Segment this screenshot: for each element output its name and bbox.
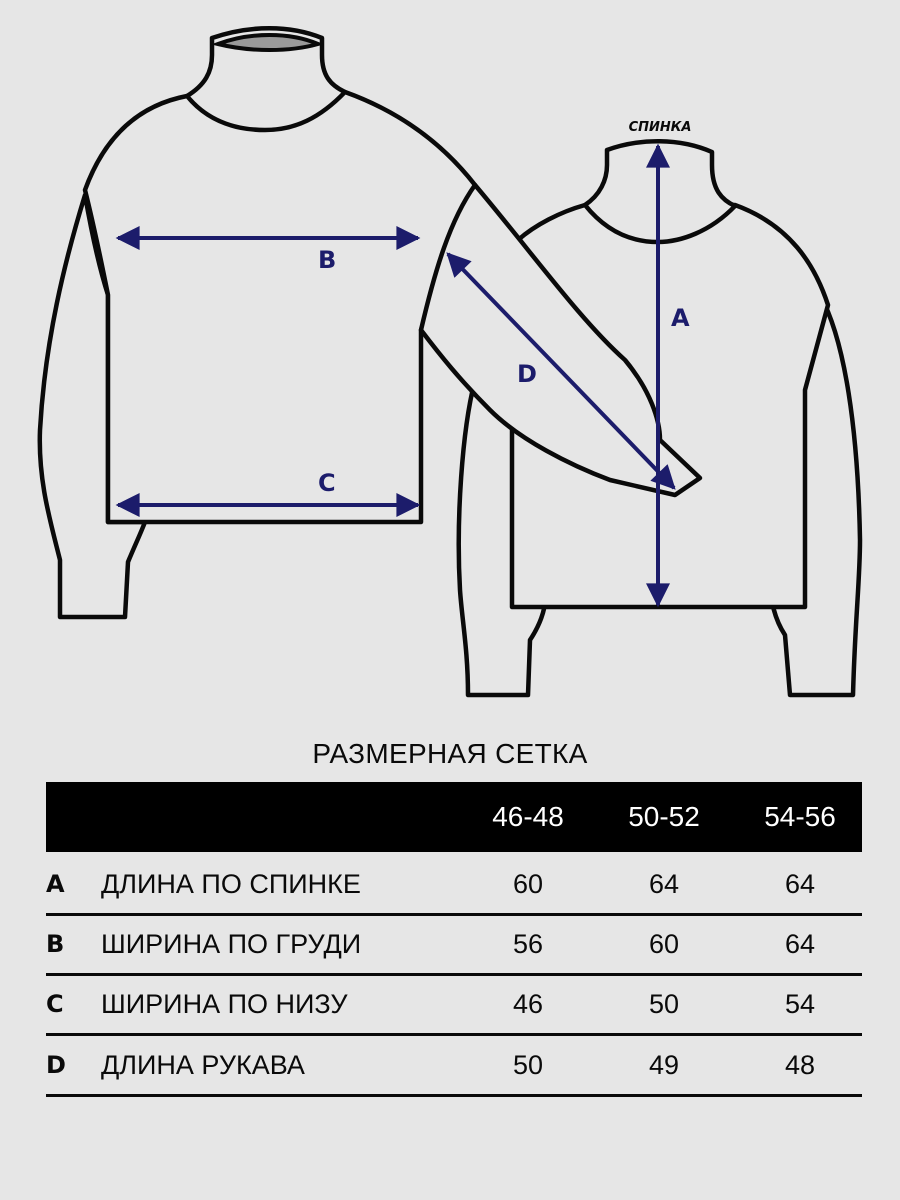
label-b: B bbox=[318, 246, 337, 274]
row-value: 60 bbox=[512, 869, 544, 899]
table-row-b bbox=[46, 915, 862, 976]
row-letter: D bbox=[46, 1051, 66, 1079]
row-value: 49 bbox=[648, 1050, 680, 1080]
row-label: ШИРИНА ПО НИЗУ bbox=[101, 989, 348, 1019]
row-label: ШИРИНА ПО ГРУДИ bbox=[101, 929, 362, 959]
row-value: 46 bbox=[512, 989, 544, 1019]
row-value: 64 bbox=[784, 869, 816, 899]
row-value: 60 bbox=[648, 929, 680, 959]
row-value: 50 bbox=[648, 989, 680, 1019]
row-value: 50 bbox=[512, 1050, 544, 1080]
label-c: C bbox=[318, 469, 336, 497]
back-view-label: СПИНКА bbox=[628, 120, 692, 135]
size-header-2: 50-52 bbox=[628, 801, 700, 832]
row-label: ДЛИНА РУКАВА bbox=[101, 1050, 305, 1080]
table-row-c bbox=[46, 975, 862, 1036]
size-table-header bbox=[46, 782, 862, 852]
row-letter: C bbox=[46, 990, 64, 1018]
table-row-d bbox=[46, 1036, 862, 1097]
row-label: ДЛИНА ПО СПИНКЕ bbox=[101, 869, 361, 899]
row-letter: A bbox=[46, 870, 65, 898]
size-header-1: 46-48 bbox=[492, 801, 564, 832]
row-value: 48 bbox=[784, 1050, 816, 1080]
row-value: 54 bbox=[784, 989, 816, 1019]
size-table-title: РАЗМЕРНАЯ СЕТКА bbox=[312, 738, 588, 769]
row-value: 64 bbox=[648, 869, 680, 899]
front-body bbox=[85, 92, 475, 522]
size-header-3: 54-56 bbox=[764, 801, 836, 832]
row-value: 56 bbox=[512, 929, 544, 959]
table-row-a bbox=[46, 855, 862, 916]
row-letter: B bbox=[46, 930, 65, 958]
row-value: 64 bbox=[784, 929, 816, 959]
label-a: A bbox=[671, 304, 690, 332]
label-d: D bbox=[517, 360, 537, 388]
